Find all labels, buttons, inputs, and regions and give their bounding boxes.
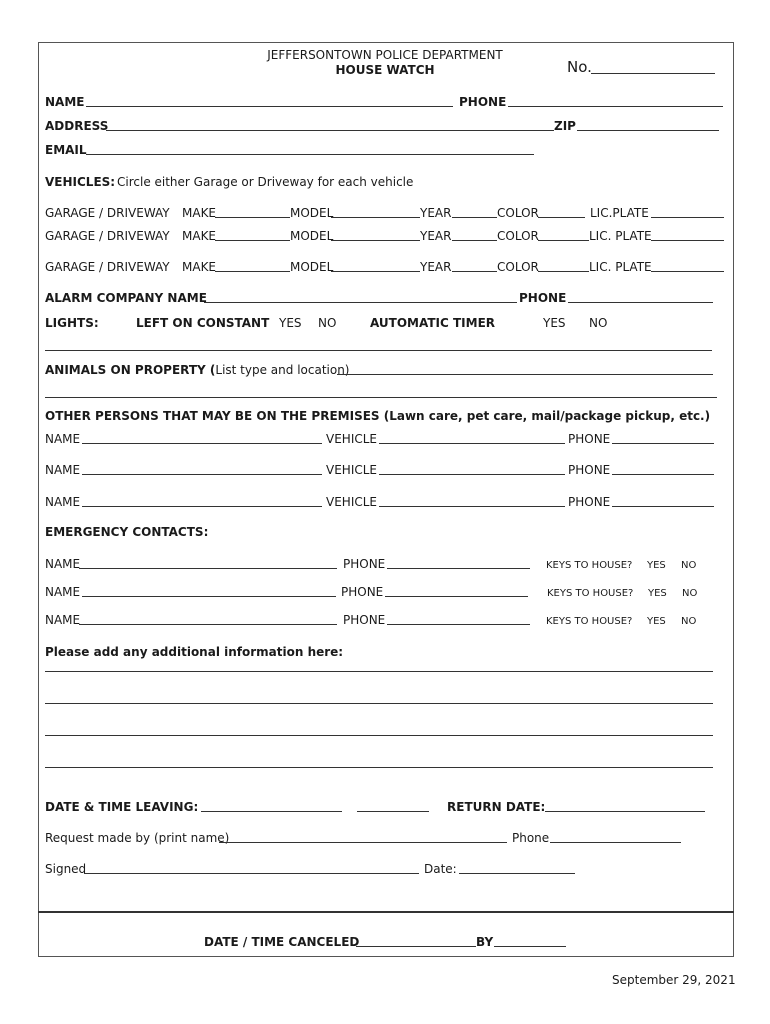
sign-date-label: Date: bbox=[424, 862, 457, 876]
vehicle-year-label: YEAR bbox=[420, 229, 452, 243]
person-phone-label: PHONE bbox=[568, 432, 611, 446]
animals-field[interactable] bbox=[337, 374, 713, 375]
vehicle-plate-label: LIC. PLATE bbox=[589, 260, 652, 274]
vehicle-model-label: MODEL bbox=[290, 260, 334, 274]
owner-phone-field[interactable] bbox=[508, 106, 723, 107]
additional-info-line[interactable] bbox=[45, 735, 713, 736]
vehicle-location-option[interactable]: GARAGE / DRIVEWAY bbox=[45, 260, 170, 274]
sign-date-field[interactable] bbox=[459, 873, 575, 874]
additional-info-line[interactable] bbox=[45, 703, 713, 704]
request-made-by-field[interactable] bbox=[219, 842, 507, 843]
vehicle-year-label: YEAR bbox=[420, 206, 452, 220]
form-title: HOUSE WATCH bbox=[335, 63, 435, 77]
keys-to-house-label: KEYS TO HOUSE? bbox=[546, 560, 633, 571]
alarm-company-label: ALARM COMPANY NAME bbox=[45, 291, 207, 305]
emergency-name-field[interactable] bbox=[79, 624, 337, 625]
alarm-company-field[interactable] bbox=[204, 302, 517, 303]
person-name-label: NAME bbox=[45, 463, 81, 477]
signature-field[interactable] bbox=[84, 873, 419, 874]
address-field[interactable] bbox=[106, 130, 554, 131]
person-phone-label: PHONE bbox=[568, 463, 611, 477]
emergency-phone-label: PHONE bbox=[343, 613, 386, 627]
emergency-name-field[interactable] bbox=[82, 596, 336, 597]
footer-date: September 29, 2021 bbox=[612, 973, 736, 987]
other-persons-heading: OTHER PERSONS THAT MAY BE ON THE PREMISES (Lawn care, pet care, mail/package pickup, etc.) bbox=[45, 409, 711, 423]
person-name-field[interactable] bbox=[82, 506, 322, 507]
animals-hint: List type and location) bbox=[215, 363, 350, 377]
person-phone-label: PHONE bbox=[568, 495, 611, 509]
left-on-constant-label: LEFT ON CONSTANT bbox=[136, 316, 270, 330]
owner-phone-label: PHONE bbox=[459, 95, 507, 109]
person-phone-field[interactable] bbox=[612, 506, 714, 507]
vehicle-model-label: MODEL bbox=[290, 229, 334, 243]
person-vehicle-field[interactable] bbox=[379, 474, 565, 475]
person-name-label: NAME bbox=[45, 432, 81, 446]
animals-row bbox=[45, 363, 350, 377]
person-vehicle-label: VEHICLE bbox=[326, 495, 377, 509]
vehicle-model-label: MODEL bbox=[290, 206, 334, 220]
vehicle-make-field[interactable] bbox=[215, 240, 290, 241]
emergency-phone-field[interactable] bbox=[385, 596, 528, 597]
return-date-label: RETURN DATE: bbox=[447, 800, 546, 814]
keys-yes-option[interactable]: YES bbox=[648, 588, 667, 599]
vehicles-heading: VEHICLES: bbox=[45, 175, 116, 189]
vehicle-color-label: COLOR bbox=[497, 229, 539, 243]
alarm-phone-label: PHONE bbox=[519, 291, 567, 305]
timer-no-option[interactable]: NO bbox=[589, 316, 608, 330]
vehicle-plate-label: LIC.PLATE bbox=[590, 206, 649, 220]
date-time-canceled-label: DATE / TIME CANCELED bbox=[204, 935, 360, 949]
vehicle-year-field[interactable] bbox=[452, 217, 497, 218]
emergency-name-label: NAME bbox=[45, 585, 81, 599]
automatic-timer-label: AUTOMATIC TIMER bbox=[370, 316, 496, 330]
person-phone-field[interactable] bbox=[612, 443, 714, 444]
keys-to-house-label: KEYS TO HOUSE? bbox=[546, 616, 633, 627]
vehicle-location-option[interactable]: GARAGE / DRIVEWAY bbox=[45, 206, 170, 220]
vehicle-make-label: MAKE bbox=[182, 229, 217, 243]
person-vehicle-label: VEHICLE bbox=[326, 432, 377, 446]
canceled-by-label: BY bbox=[476, 935, 494, 949]
vehicle-plate-field[interactable] bbox=[651, 271, 724, 272]
keys-yes-option[interactable]: YES bbox=[647, 616, 666, 627]
vehicle-year-label: YEAR bbox=[420, 260, 452, 274]
email-field[interactable] bbox=[86, 154, 534, 155]
address-label: ADDRESS bbox=[45, 119, 109, 133]
emergency-phone-field[interactable] bbox=[387, 568, 530, 569]
emergency-name-label: NAME bbox=[45, 613, 81, 627]
left-on-no-option[interactable]: NO bbox=[318, 316, 337, 330]
person-name-field[interactable] bbox=[82, 443, 322, 444]
emergency-phone-field[interactable] bbox=[387, 624, 530, 625]
keys-to-house-label: KEYS TO HOUSE? bbox=[547, 588, 634, 599]
vehicle-model-field[interactable] bbox=[331, 271, 420, 272]
additional-info-line[interactable] bbox=[45, 767, 713, 768]
keys-no-option[interactable]: NO bbox=[681, 560, 697, 571]
canceled-field[interactable] bbox=[356, 946, 476, 947]
number-label: No. bbox=[567, 58, 592, 76]
vehicle-color-label: COLOR bbox=[497, 260, 539, 274]
email-label: EMAIL bbox=[45, 143, 87, 157]
lights-label: LIGHTS: bbox=[45, 316, 99, 330]
request-phone-label: Phone bbox=[512, 831, 550, 845]
emergency-name-field[interactable] bbox=[79, 568, 337, 569]
canceled-by-field[interactable] bbox=[494, 946, 566, 947]
person-vehicle-field[interactable] bbox=[379, 506, 565, 507]
request-phone-field[interactable] bbox=[550, 842, 681, 843]
leaving-time-field[interactable] bbox=[357, 811, 429, 812]
vehicle-color-field[interactable] bbox=[538, 271, 589, 272]
name-field[interactable] bbox=[86, 106, 453, 107]
request-made-by-label: Request made by (print name) bbox=[45, 831, 230, 845]
keys-no-option[interactable]: NO bbox=[682, 588, 698, 599]
number-field[interactable] bbox=[591, 73, 715, 74]
department-name: JEFFERSONTOWN POLICE DEPARTMENT bbox=[267, 48, 503, 62]
cancel-divider bbox=[38, 911, 734, 913]
additional-info-heading: Please add any additional information here: bbox=[45, 645, 344, 659]
keys-yes-option[interactable]: YES bbox=[647, 560, 666, 571]
left-on-yes-option[interactable]: YES bbox=[279, 316, 302, 330]
vehicle-location-option[interactable]: GARAGE / DRIVEWAY bbox=[45, 229, 170, 243]
vehicle-model-field[interactable] bbox=[331, 240, 420, 241]
leaving-date-field[interactable] bbox=[201, 811, 342, 812]
name-label: NAME bbox=[45, 95, 85, 109]
person-name-field[interactable] bbox=[82, 474, 322, 475]
signed-label: Signed bbox=[45, 862, 87, 876]
timer-yes-option[interactable]: YES bbox=[543, 316, 566, 330]
vehicle-make-label: MAKE bbox=[182, 206, 217, 220]
vehicle-year-field[interactable] bbox=[452, 240, 497, 241]
lights-notes-line[interactable] bbox=[45, 350, 712, 351]
vehicle-model-field[interactable] bbox=[331, 217, 420, 218]
vehicle-make-field[interactable] bbox=[215, 217, 290, 218]
vehicle-color-label: COLOR bbox=[497, 206, 539, 220]
person-vehicle-label: VEHICLE bbox=[326, 463, 377, 477]
person-name-label: NAME bbox=[45, 495, 81, 509]
vehicle-make-field[interactable] bbox=[215, 271, 290, 272]
vehicle-plate-label: LIC. PLATE bbox=[589, 229, 652, 243]
vehicle-plate-field[interactable] bbox=[651, 217, 724, 218]
keys-no-option[interactable]: NO bbox=[681, 616, 697, 627]
emergency-name-label: NAME bbox=[45, 557, 81, 571]
zip-label: ZIP bbox=[554, 119, 576, 133]
emergency-heading: EMERGENCY CONTACTS: bbox=[45, 525, 209, 539]
person-phone-field[interactable] bbox=[612, 474, 714, 475]
date-time-leaving-label: DATE & TIME LEAVING: bbox=[45, 800, 199, 814]
alarm-phone-field[interactable] bbox=[568, 302, 713, 303]
vehicle-make-label: MAKE bbox=[182, 260, 217, 274]
vehicles-instruction: Circle either Garage or Driveway for each vehicle bbox=[117, 175, 414, 189]
vehicle-color-field[interactable] bbox=[538, 217, 585, 218]
animals-line-2[interactable] bbox=[45, 397, 717, 398]
person-vehicle-field[interactable] bbox=[379, 443, 565, 444]
vehicle-year-field[interactable] bbox=[452, 271, 497, 272]
return-date-field[interactable] bbox=[545, 811, 705, 812]
vehicle-color-field[interactable] bbox=[538, 240, 589, 241]
animals-label: ANIMALS ON PROPERTY ( bbox=[45, 363, 216, 377]
additional-info-line[interactable] bbox=[45, 671, 713, 672]
emergency-phone-label: PHONE bbox=[343, 557, 386, 571]
vehicle-plate-field[interactable] bbox=[651, 240, 724, 241]
emergency-phone-label: PHONE bbox=[341, 585, 384, 599]
zip-field[interactable] bbox=[577, 130, 719, 131]
